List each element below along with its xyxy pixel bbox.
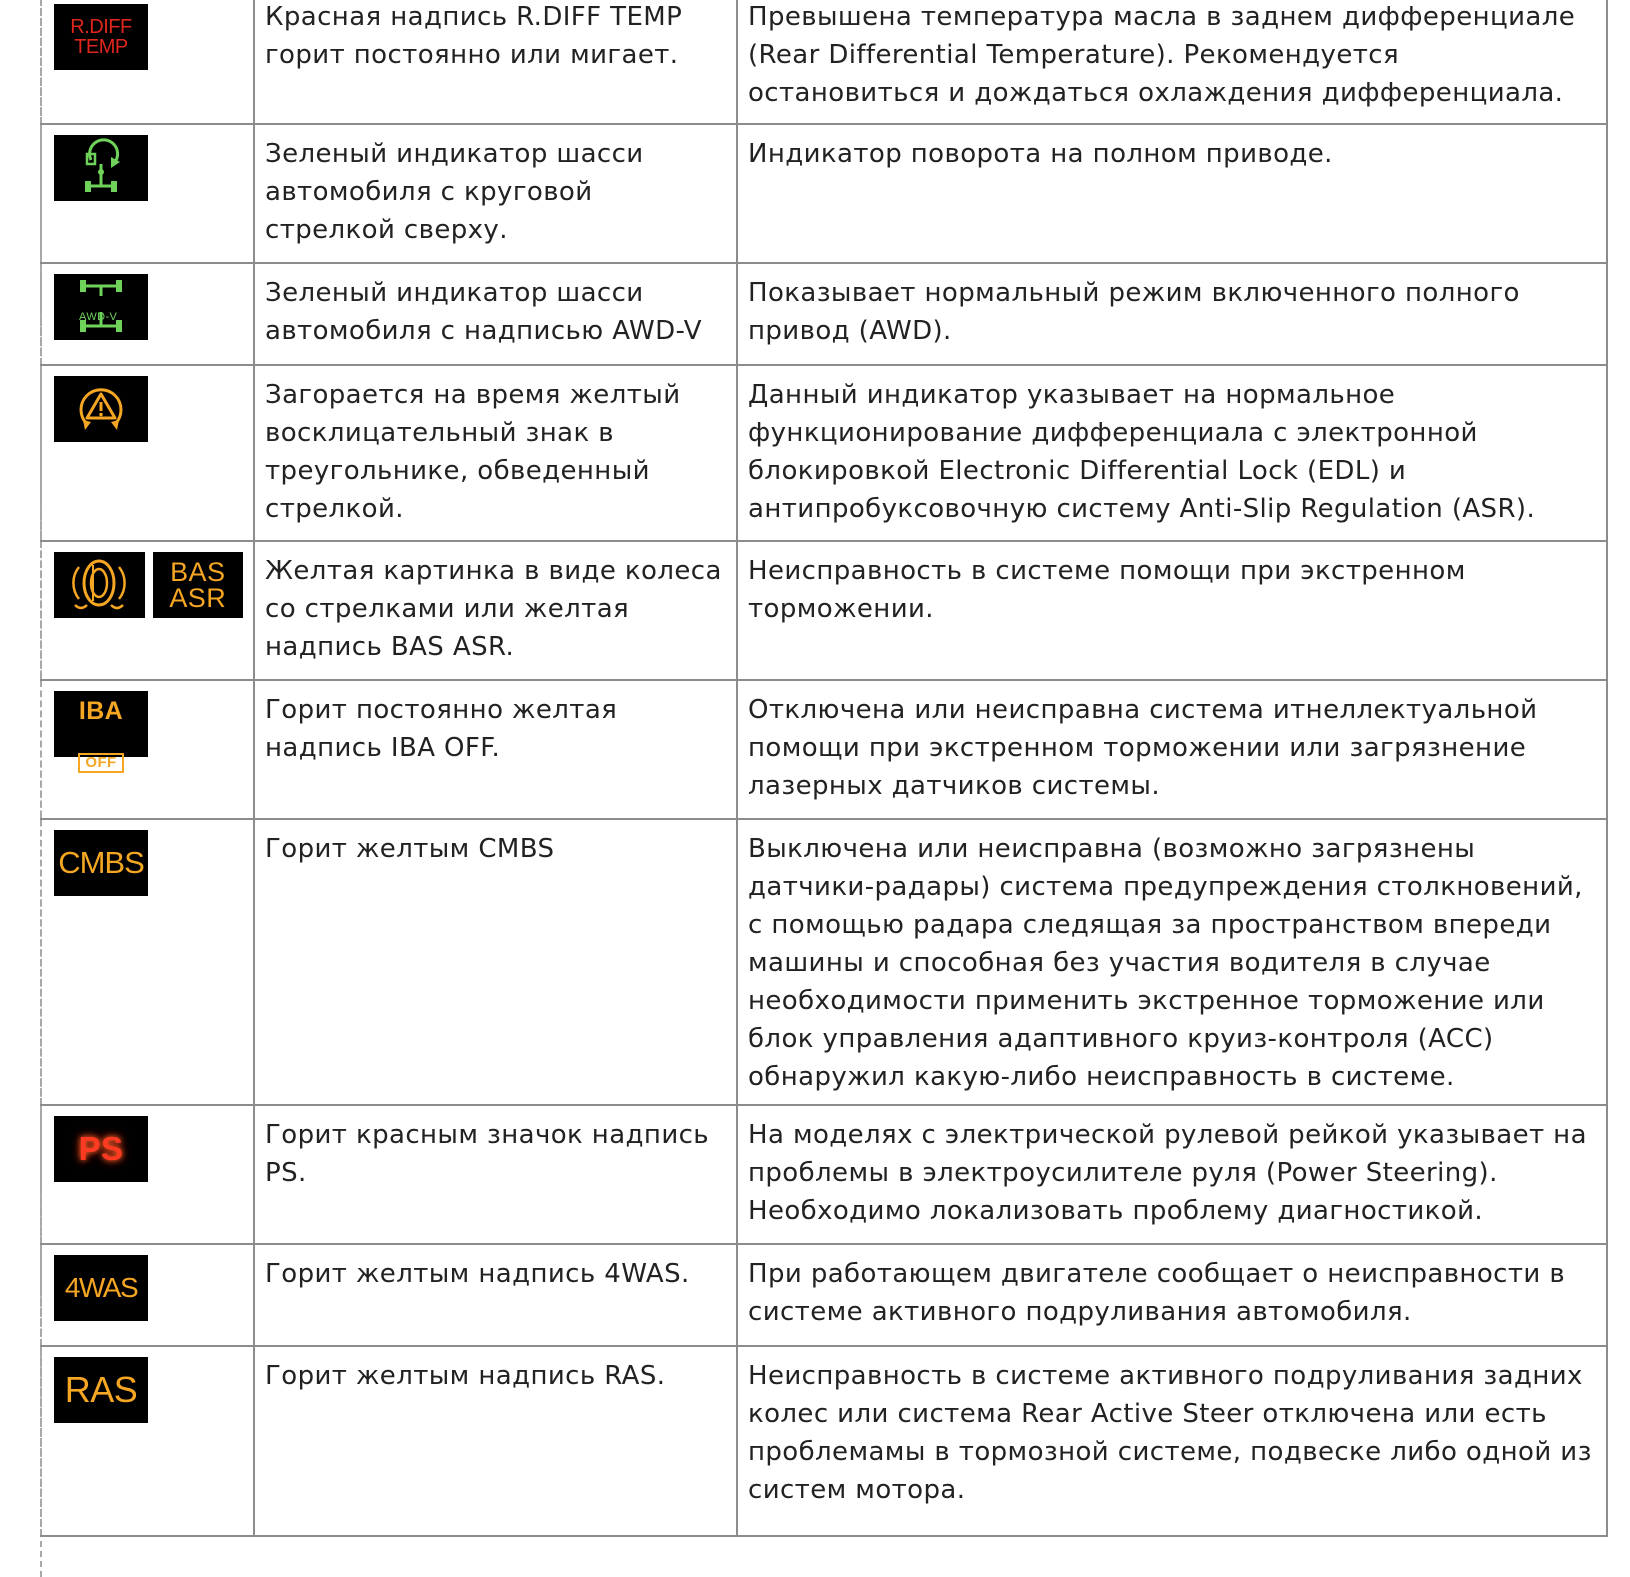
iba-off-icon xyxy=(54,691,148,771)
meaning-cell: Показывает нормальный режим включенного полного привод (AWD). xyxy=(737,263,1607,365)
table-row xyxy=(41,1244,1607,1346)
table-row xyxy=(41,680,1607,819)
icon-cell xyxy=(41,263,254,365)
cmbs-icon xyxy=(54,830,148,896)
icon-cell xyxy=(41,541,254,680)
tire-glyph xyxy=(67,555,131,615)
icon-cell xyxy=(41,365,254,541)
table-row xyxy=(41,1346,1607,1536)
triangle-arrow-glyph xyxy=(71,380,131,438)
4wd-turn-chassis-icon xyxy=(54,135,148,201)
bas-asr-icon-text: BAS ASR xyxy=(169,557,227,613)
table-row xyxy=(41,365,1607,541)
meaning-cell: Данный индикатор указывает на нормальное функционирование дифференциала с электронной блокировкой Electronic Differential Lock (EDL) и антипробуксовочную систему Anti-Slip Regulation (ASR). xyxy=(737,365,1607,541)
description-cell: Горит желтым надпись RAS. xyxy=(254,1346,737,1536)
meaning-cell: Неисправность в системе активного подруливания задних колес или система Rear Active Steer отключена или есть проблемамы в тормозной системе, подвеске либо одной из систем мотора. xyxy=(737,1346,1607,1536)
iba-label: IBA xyxy=(78,697,124,725)
meaning-cell: При работающем двигателе сообщает о неисправности в системе активного подруливания автомобиля. xyxy=(737,1244,1607,1346)
icon-cell xyxy=(41,1244,254,1346)
table-row xyxy=(41,263,1607,365)
cmbs-icon-text: CMBS xyxy=(58,845,144,880)
icon-cell xyxy=(41,1105,254,1244)
meaning-cell: Выключена или неисправна (возможно загрязнены датчики-радары) система предупреждения столкновений, с помощью радара следящая за пространством впереди машины и способная без участия водителя в случае необходимости применить экстренное торможение или блок управления адаптивного круиз-контроля (ACC) обнаружил какую-либо неисправность в системе. xyxy=(737,819,1607,1105)
ps-icon-text: PS xyxy=(78,1130,124,1167)
rdiff-temp-icon-text: R.DIFF TEMP xyxy=(70,16,132,58)
off-label: OFF xyxy=(78,753,123,773)
icon-cell xyxy=(41,819,254,1105)
description-cell: Зеленый индикатор шасси автомобиля с надписью AWD-V xyxy=(254,263,737,365)
table-row xyxy=(41,541,1607,680)
indicator-table xyxy=(40,0,1608,1537)
tire-arrows-icon xyxy=(54,552,145,618)
table-row xyxy=(41,124,1607,263)
ras-icon xyxy=(54,1357,148,1423)
icon-cell xyxy=(41,124,254,263)
description-cell: Желтая картинка в виде колеса со стрелками или желтая надпись BAS ASR. xyxy=(254,541,737,680)
bas-asr-icon xyxy=(153,552,244,618)
rdiff-temp-icon xyxy=(54,4,148,70)
meaning-cell: Неисправность в системе помощи при экстренном торможении. xyxy=(737,541,1607,680)
4was-icon-text: 4WAS xyxy=(64,1272,138,1303)
description-cell: Горит постоянно желтая надпись IBA OFF. xyxy=(254,680,737,819)
icon-cell xyxy=(41,680,254,819)
ras-icon-text: RAS xyxy=(64,1369,138,1410)
awd-v-chassis-icon xyxy=(54,274,148,340)
description-cell: Горит красным значок надпись PS. xyxy=(254,1105,737,1244)
description-cell: Зеленый индикатор шасси автомобиля с круговой стрелкой сверху. xyxy=(254,124,737,263)
meaning-cell: Превышена температура масла в заднем дифференциале (Rear Differential Temperature). Рекомендуется остановиться и дождаться охлаждения дифференциала. xyxy=(737,0,1607,124)
description-cell: Горит желтым CMBS xyxy=(254,819,737,1105)
meaning-cell: Индикатор поворота на полном приводе. xyxy=(737,124,1607,263)
awd-v-label: AWD-V xyxy=(79,311,118,323)
iba-off-icon-stack xyxy=(78,675,123,773)
4was-icon xyxy=(54,1255,148,1321)
meaning-cell: Отключена или неисправна система итнеллектуальной помощи при экстренном торможении или загрязнение лазерных датчиков системы. xyxy=(737,680,1607,819)
table-row xyxy=(41,0,1607,124)
icon-pair xyxy=(54,552,243,618)
icon-cell xyxy=(41,1346,254,1536)
icon-cell xyxy=(41,0,254,124)
table-row xyxy=(41,819,1607,1105)
table-row xyxy=(41,1105,1607,1244)
ps-icon xyxy=(54,1116,148,1182)
description-cell: Загорается на время желтый восклицательный знак в треугольнике, обведенный стрелкой. xyxy=(254,365,737,541)
meaning-cell: На моделях с электрической рулевой рейкой указывает на проблемы в электроусилителе руля (Power Steering). Необходимо локализовать проблему диагностикой. xyxy=(737,1105,1607,1244)
description-cell: Красная надпись R.DIFF TEMP горит постоянно или мигает. xyxy=(254,0,737,124)
edl-asr-warning-icon xyxy=(54,376,148,442)
description-cell: Горит желтым надпись 4WAS. xyxy=(254,1244,737,1346)
chassis-rotation-glyph xyxy=(71,140,131,196)
